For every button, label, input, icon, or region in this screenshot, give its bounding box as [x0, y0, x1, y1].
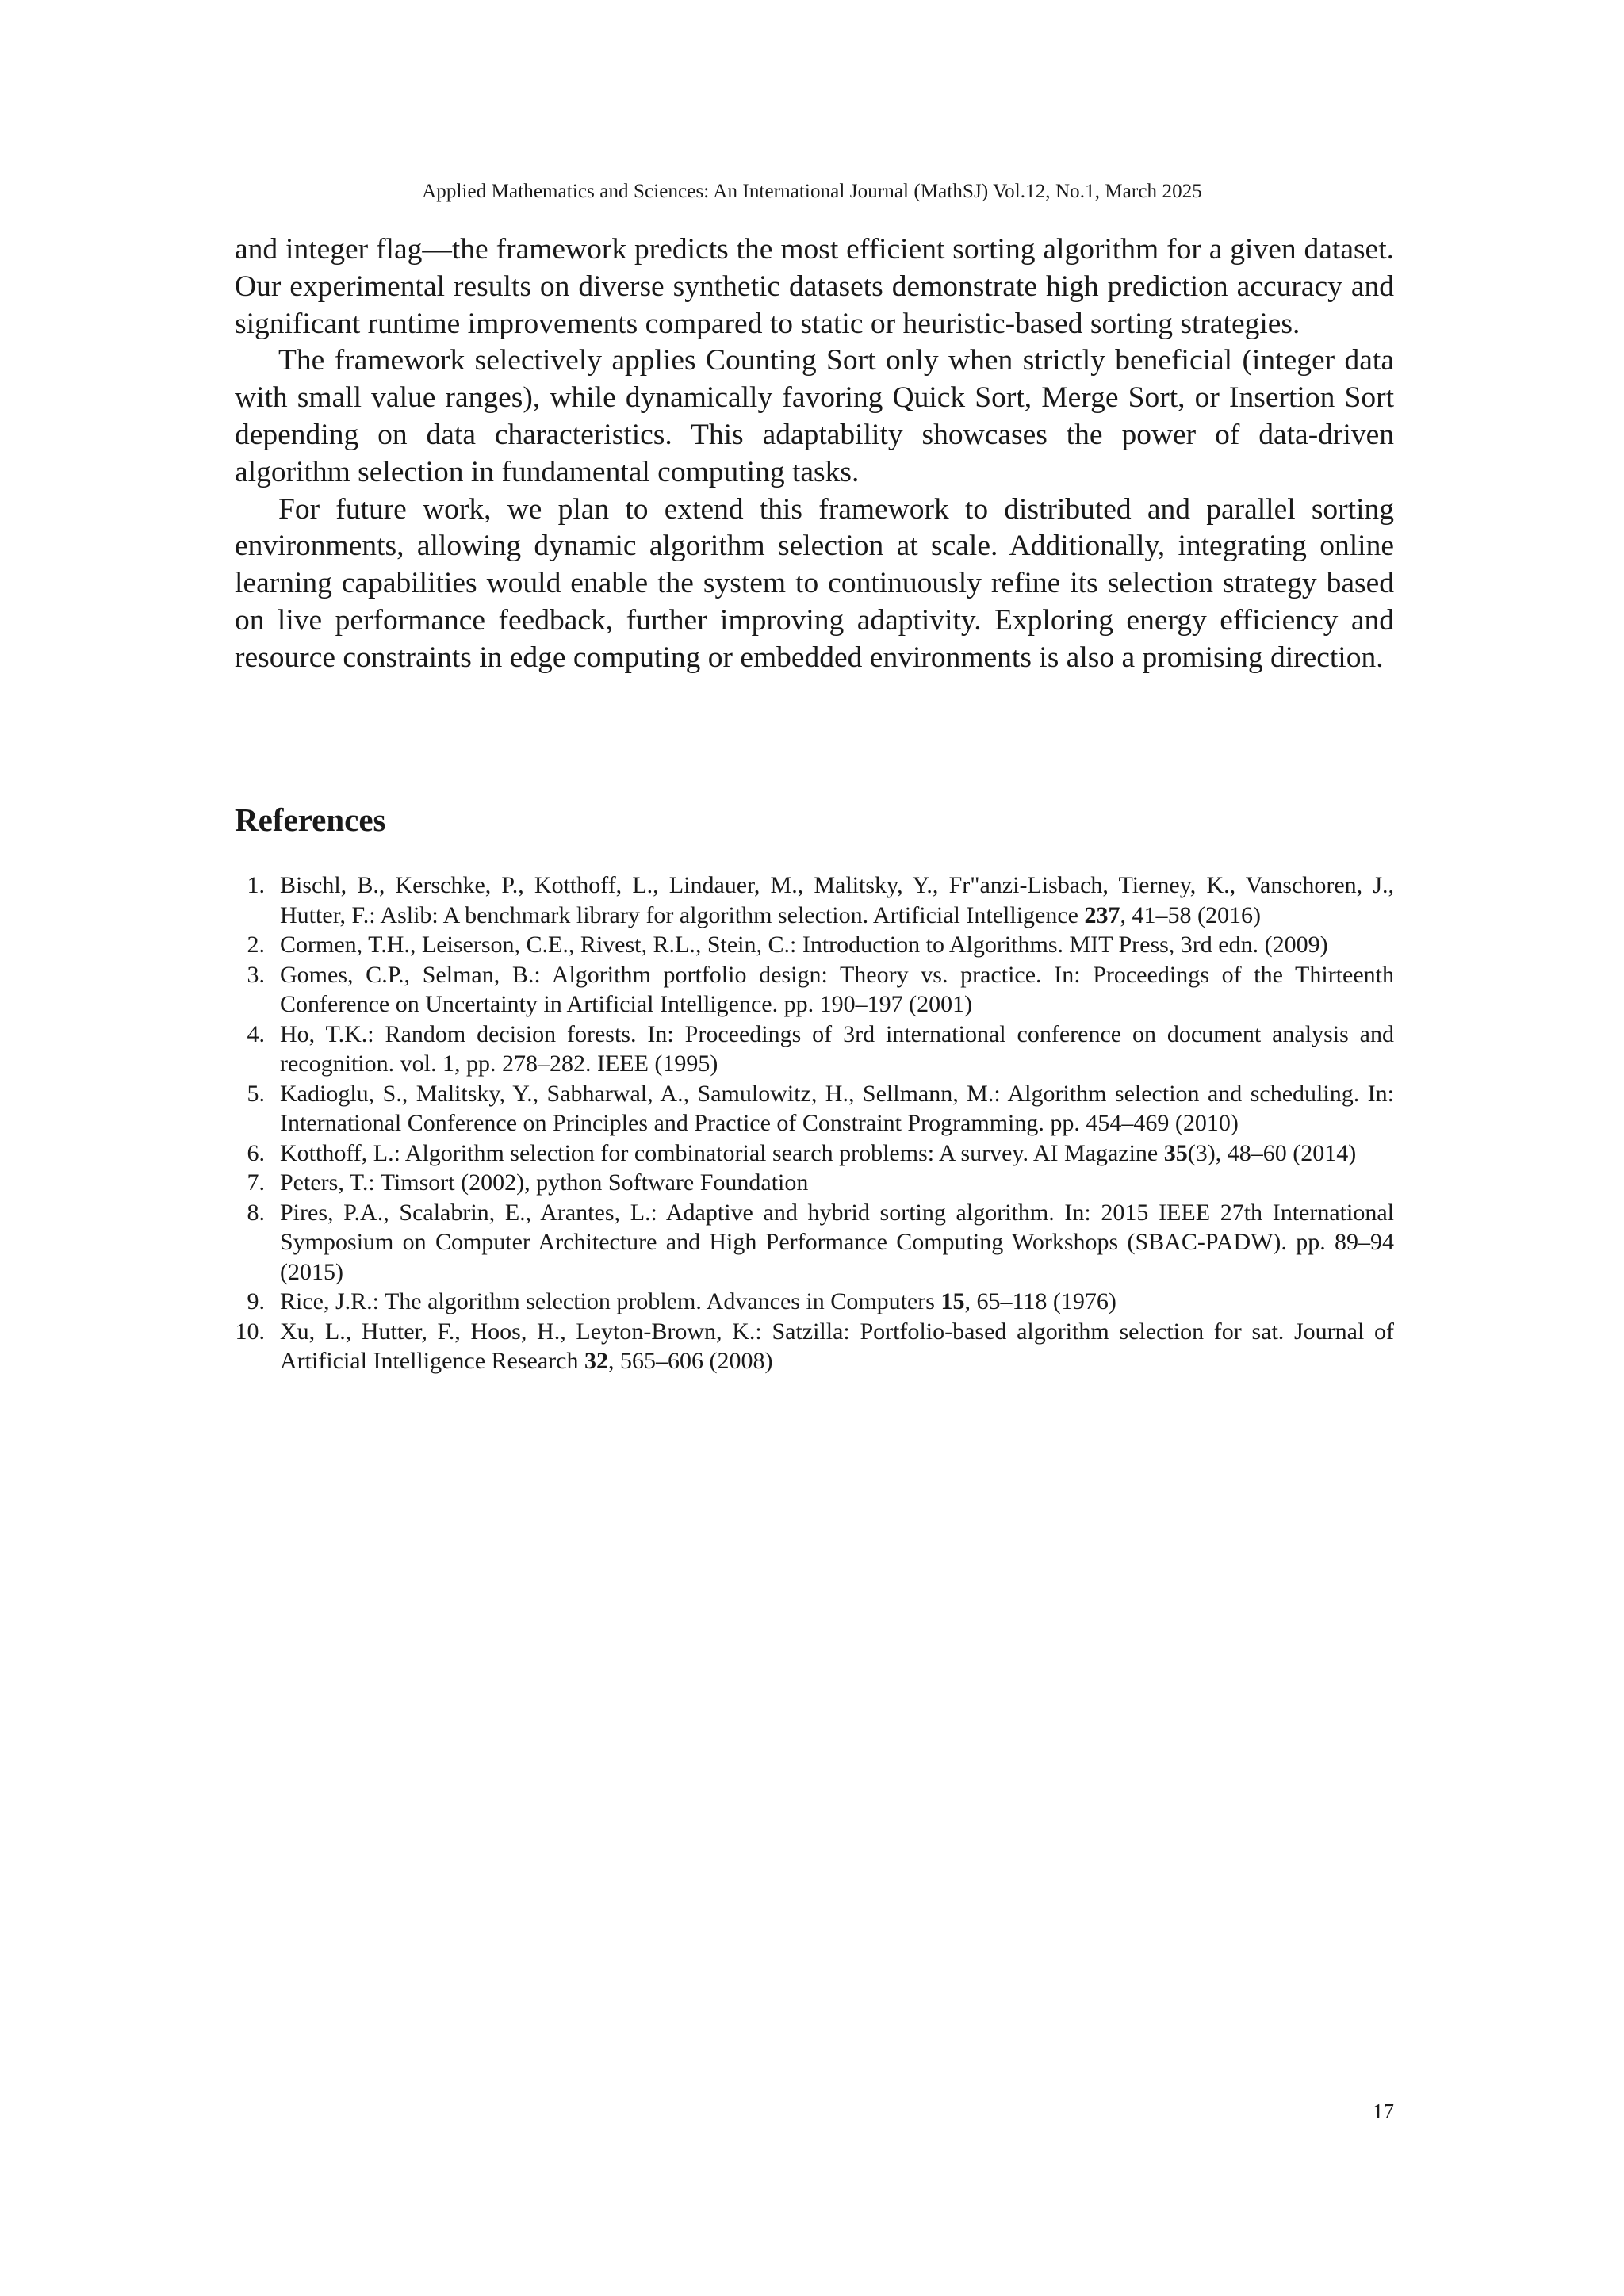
reference-text-tail: , 65–118 (1976) — [964, 1288, 1116, 1314]
reference-item — [235, 930, 1394, 960]
running-header: Applied Mathematics and Sciences: An International Journal (MathSJ) Vol.12, No.1, March 2025 — [422, 181, 1202, 202]
reference-volume: 15 — [940, 1288, 965, 1314]
reference-volume: 35 — [1163, 1139, 1188, 1166]
body-paragraph: The framework selectively applies Counting Sort only when strictly beneficial (integer data with small value ranges), while dynamically favoring Quick Sort, Merge Sort, or Insertion Sort depending on data characteristics. This adaptability showcases the power of data-driven algorithm selection in fundamental computing tasks. — [235, 344, 1394, 488]
reference-item — [235, 1168, 1394, 1198]
reference-number: 10. — [235, 1318, 265, 1345]
reference-text: Kadioglu, S., Malitsky, Y., Sabharwal, A., Samulowitz, H., Sellmann, M.: Algorithm selection and scheduling. In: International Conference on Principles and Practice of Constraint Programming. pp. 454–469 (2010) — [280, 1080, 1394, 1136]
reference-item — [235, 1138, 1394, 1169]
reference-number: 2. — [247, 932, 265, 958]
reference-number: 8. — [247, 1199, 265, 1226]
reference-volume: 237 — [1084, 901, 1120, 928]
reference-text: Cormen, T.H., Leiserson, C.E., Rivest, R.L., Stein, C.: Introduction to Algorithms. MIT Press, 3rd edn. (2009) — [280, 932, 1328, 958]
reference-volume: 32 — [584, 1348, 608, 1374]
reference-item — [235, 1079, 1394, 1138]
reference-number: 5. — [247, 1080, 265, 1107]
body-paragraph: For future work, we plan to extend this framework to distributed and parallel sorting environments, allowing dynamic algorithm selection at scale. Additionally, integrating online learning capabilities would enable the system to continuously refine its selection strategy based on live performance feedback, further improving adaptivity. Exploring energy efficiency and resource constraints in edge computing or embedded environments is also a promising direction. — [235, 492, 1394, 674]
reference-item — [235, 960, 1394, 1020]
reference-text-tail: , 41–58 (2016) — [1120, 901, 1261, 928]
reference-text: Gomes, C.P., Selman, B.: Algorithm portfolio design: Theory vs. practice. In: Proceedings of the Thirteenth Conference on Uncertainty in Artificial Intelligence. pp. 190–197 (2001) — [280, 961, 1394, 1017]
reference-text: Ho, T.K.: Random decision forests. In: Proceedings of 3rd international conference on document analysis and recognition. vol. 1, pp. 278–282. IEEE (1995) — [280, 1020, 1394, 1077]
reference-number: 1. — [247, 872, 265, 898]
reference-item — [235, 1287, 1394, 1317]
reference-text: Rice, J.R.: The algorithm selection problem. Advances in Computers — [280, 1288, 941, 1314]
reference-number: 6. — [247, 1139, 265, 1166]
reference-text: Pires, P.A., Scalabrin, E., Arantes, L.: Adaptive and hybrid sorting algorithm. In: 2015 IEEE 27th International Symposium on Computer Architecture and High Performance Computing Workshops (SBAC-PADW). pp. 89–94 (2015) — [280, 1199, 1394, 1285]
reference-text: Bischl, B., Kerschke, P., Kotthoff, L., Lindauer, M., Malitsky, Y., Fr"anzi-Lisbach, Tierney, K., Vanschoren, J., Hutter, F.: Aslib: A benchmark library for algorithm selection. Artificial Intelligence — [280, 872, 1394, 928]
reference-item — [235, 871, 1394, 930]
reference-text: Peters, T.: Timsort (2002), python Software Foundation — [280, 1169, 809, 1196]
body-text — [235, 232, 1394, 677]
reference-number: 3. — [247, 961, 265, 988]
reference-text-tail: (3), 48–60 (2014) — [1187, 1139, 1357, 1166]
reference-number: 9. — [247, 1288, 265, 1314]
reference-item — [235, 1198, 1394, 1288]
reference-text: Xu, L., Hutter, F., Hoos, H., Leyton-Brown, K.: Satzilla: Portfolio-based algorithm selection for sat. Journal of Artificial Intelligence Research — [280, 1318, 1394, 1374]
reference-item — [235, 1317, 1394, 1376]
body-paragraph: and integer flag—the framework predicts the most efficient sorting algorithm for a given dataset. Our experimental results on diverse synthetic datasets demonstrate high prediction accuracy and significant runtime improvements compared to static or heuristic-based sorting strategies. — [235, 233, 1394, 340]
reference-number: 7. — [247, 1169, 265, 1196]
page-number: 17 — [1373, 2099, 1394, 2123]
reference-number: 4. — [247, 1020, 265, 1047]
reference-text-tail: , 565–606 (2008) — [607, 1348, 773, 1374]
reference-list — [235, 871, 1394, 1376]
reference-text: Kotthoff, L.: Algorithm selection for combinatorial search problems: A survey. AI Magazine — [280, 1139, 1164, 1166]
reference-item — [235, 1020, 1394, 1079]
references-heading: References — [235, 802, 386, 838]
